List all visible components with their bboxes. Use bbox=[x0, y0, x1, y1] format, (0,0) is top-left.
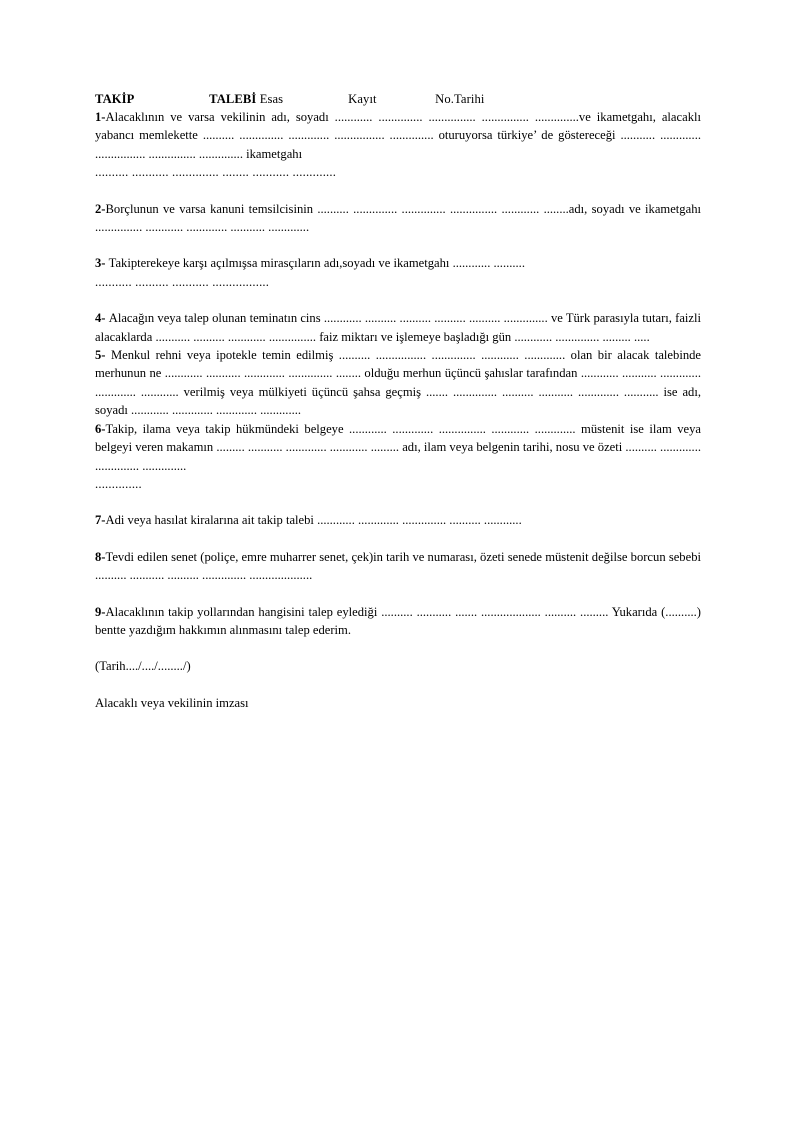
item-number: 9 bbox=[95, 604, 102, 619]
item-separator: - bbox=[101, 421, 106, 436]
form-item-5 bbox=[95, 346, 701, 420]
item-text: Alacağın veya talep olunan teminatın cins ............ .......... .......... .......... .......... .............. ve Türk parasıyla tutarı, faizli alacaklarda ........... .......... ............ ............... faiz miktarı ve işlemeye başladığı gün ............ .............. ......... ..... bbox=[95, 311, 701, 344]
item-text: Takip, ilama veya takip hükmündeki belgeye ............ ............. ............... ............ ............. müstenit ise ilam veya belgeyi veren makamın ......... ........... ............. ............ ......... adı, ilam veya belgenin tarihi, nosu ve özeti .......... ............. .............. .............. bbox=[95, 421, 701, 473]
item-text: Menkul rehni veya ipotekle temin edilmiş .......... ................ .............. ............ ............. olan bir alacak talebinde merhunun ne ............ ........... ............. .............. ........ olduğu merhun üçüncü şahıslar tarafından ............ ........... ............. ............. ............ verilmiş veya mülkiyeti üçüncü şahsa geçmiş ....... .............. .......... ........... ............. ........... ise adı, soyadı ............ ............. ............. ............. bbox=[95, 348, 702, 418]
form-item-1 bbox=[95, 108, 701, 163]
item-number: 1 bbox=[95, 110, 102, 124]
item-number: 3 bbox=[95, 256, 102, 271]
item-number: 8 bbox=[95, 549, 102, 564]
form-item-2 bbox=[95, 200, 701, 237]
item-separator: - bbox=[101, 604, 106, 619]
form-item-3 bbox=[95, 254, 701, 272]
document-body bbox=[95, 90, 701, 712]
form-item-9 bbox=[95, 603, 701, 640]
item-text: Borçlunun ve varsa kanuni temsilcisinin .......... .............. .............. ............... ............ ........adı, soyadı ve ikametgahı ............... ............ ............. ........... ............. bbox=[95, 201, 701, 235]
form-item-4 bbox=[95, 309, 701, 346]
form-item-6-tail: .............. bbox=[95, 476, 142, 491]
header-kayit-label: Kayıt bbox=[348, 92, 377, 106]
date-line: (Tarih..../..../......../) bbox=[95, 659, 191, 674]
form-item-7 bbox=[95, 511, 701, 529]
header-talebi-label: TALEBİ bbox=[209, 92, 257, 106]
item-separator: - bbox=[101, 201, 106, 216]
item-separator: - bbox=[101, 311, 109, 326]
form-item-1-tail: .......... ........... .............. ........ ........... ............. bbox=[95, 165, 337, 180]
item-text: Alacaklının takip yollarından hangisini talep eylediği .......... ........... ....... ................... .......... ......... Yukarıda (..........) bentte yazdığım hakkımın alınmasını talep ederim. bbox=[95, 604, 701, 637]
item-text: Adi veya hasılat kiralarına ait takip talebi ............ ............. .............. .......... ............ bbox=[105, 513, 522, 528]
item-separator: - bbox=[101, 348, 111, 363]
item-text: Takipterekeye karşı açılmışsa mirasçıların adı,soyadı ve ikametgahı ............ .......... bbox=[108, 256, 525, 271]
item-number: 4 bbox=[95, 311, 102, 326]
item-separator: - bbox=[101, 110, 106, 124]
form-item-8 bbox=[95, 548, 701, 585]
header-esas-label: Esas bbox=[259, 92, 284, 106]
item-separator: - bbox=[101, 513, 106, 528]
form-item-3-tail: ........... .......... ........... ................. bbox=[95, 274, 270, 289]
item-number: 2 bbox=[95, 201, 102, 216]
item-separator: - bbox=[101, 256, 109, 271]
header-takip-label: TAKİP bbox=[95, 92, 135, 106]
item-separator: - bbox=[101, 549, 106, 564]
item-text: Tevdi edilen senet (poliçe, emre muharrer senet, çek)in tarih ve numarası, özeti senede müstenit değilse borcun sebebi .......... ........... .......... .............. .................... bbox=[95, 549, 701, 583]
signature-line: Alacaklı veya vekilinin imzası bbox=[95, 695, 249, 710]
form-item-6 bbox=[95, 420, 701, 475]
item-text: Alacaklının ve varsa vekilinin adı, soyadı ............ .............. ............... ............... ..............ve ikametgahı, alacaklı yabancı memlekette .......... .............. ............. ................ .............. oturuyorsa türkiye’ de göstereceği ........... ............. ................ ............... .............. ikametgahı bbox=[95, 110, 701, 161]
document-header bbox=[95, 90, 701, 108]
item-number: 7 bbox=[95, 513, 102, 528]
item-number: 6 bbox=[95, 421, 102, 436]
item-number: 5 bbox=[95, 348, 102, 363]
header-no-tarihi-label: No.Tarihi bbox=[435, 92, 485, 106]
